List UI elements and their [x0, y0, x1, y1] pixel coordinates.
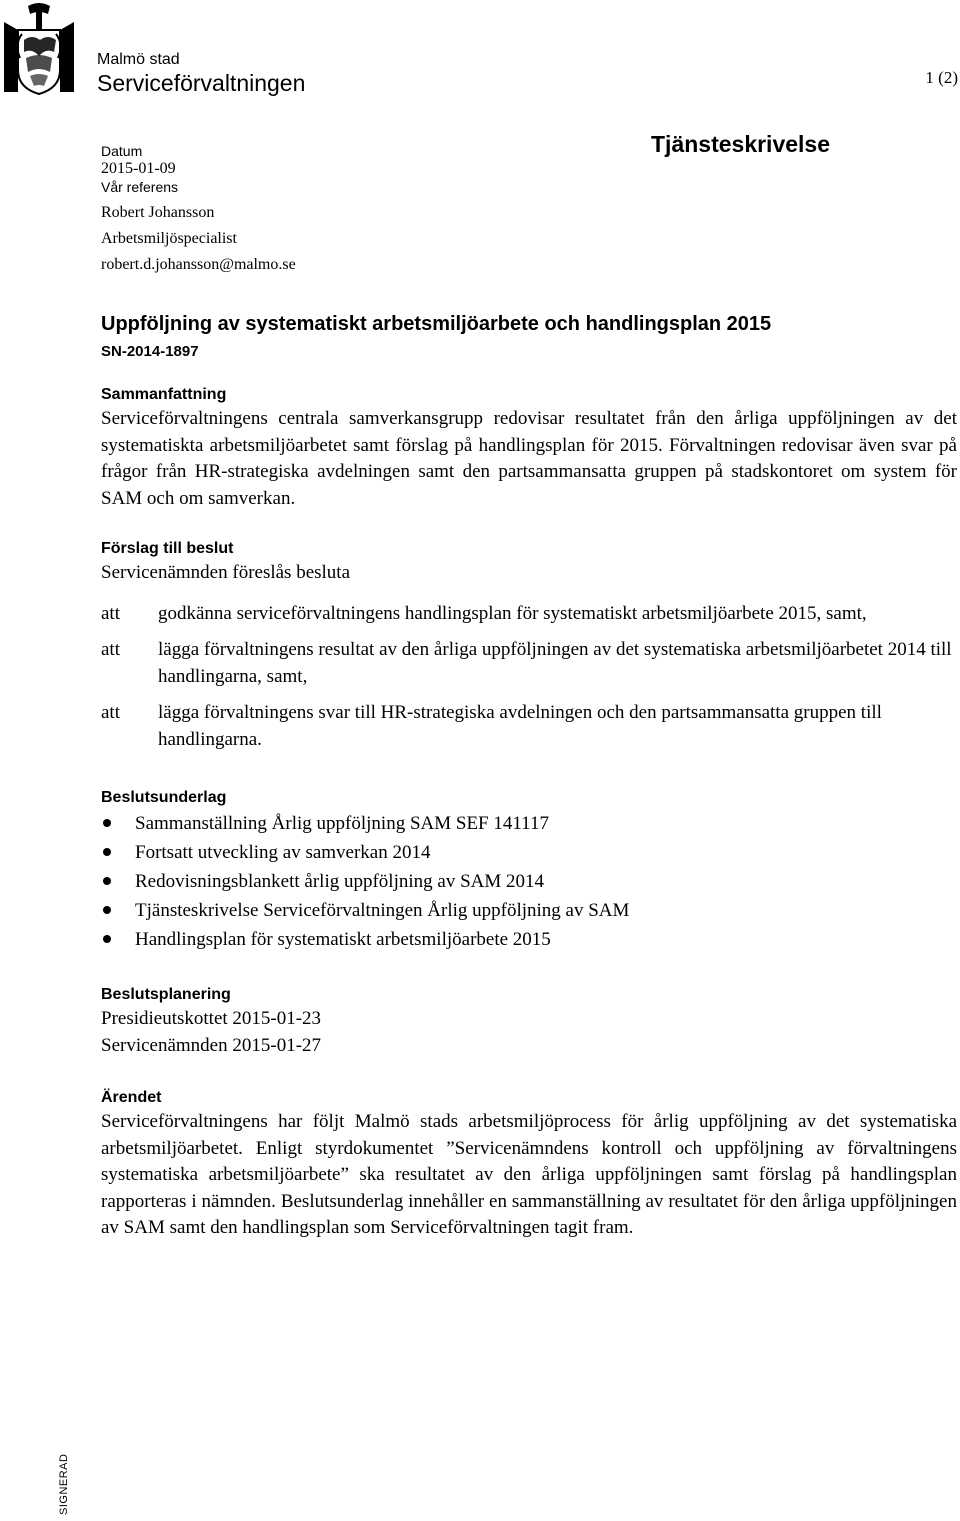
list-item-text: Handlingsplan för systematiskt arbetsmiljöarbete 2015 — [135, 929, 551, 950]
proposal-intro: Servicenämnden föreslås besluta — [101, 562, 351, 583]
matter-text: Serviceförvaltningens har följt Malmö stads arbetsmiljöprocess för årlig uppföljning av det systematiska arbetsmiljöarbetet. Enligt styrdokumentet ”Servicenämndens kontroll och uppföljning av förvaltningens systematiska arbetsmiljöarbete” ska resultatet av den årliga uppföljningen samt förslag på handlingsplan rapporteras i nämnden. Beslutsunderlag innehåller en sammanställning av resultatet för den årliga uppföljningen av SAM samt den handlingsplan som Serviceförvaltningen tagit fram. — [101, 1111, 957, 1238]
case-number: SN-2014-1897 — [101, 343, 199, 360]
planning-heading: Beslutsplanering — [101, 986, 231, 1003]
proposal-item — [101, 601, 957, 628]
page-title: Uppföljning av systematiskt arbetsmiljöarbete och handlingsplan 2015 — [101, 313, 772, 335]
page-number: 1 (2) — [925, 68, 958, 87]
bullet-icon — [103, 935, 111, 943]
document-type: Tjänsteskrivelse — [651, 131, 831, 157]
planning-line: Presidieutskottet 2015-01-23 — [101, 1008, 322, 1029]
planning-line: Servicenämnden 2015-01-27 — [101, 1034, 322, 1056]
proposal-heading: Förslag till beslut — [101, 540, 234, 557]
signed-stamp: SIGNERAD — [58, 1453, 70, 1515]
basis-heading: Beslutsunderlag — [101, 789, 227, 806]
bullet-icon — [103, 848, 111, 856]
list-item — [101, 896, 957, 925]
department-name: Serviceförvaltningen — [97, 70, 306, 96]
proposal-item-key: att — [101, 602, 120, 624]
list-item — [101, 867, 957, 896]
bullet-icon — [103, 877, 111, 885]
proposal-item-text: lägga förvaltningens resultat av den årliga uppföljningen av det systematiska arbetsmiljöarbetet 2014 till handlingarna, samt, — [158, 639, 952, 687]
list-item-text: Tjänsteskrivelse Serviceförvaltningen Årlig uppföljning av SAM — [135, 900, 630, 921]
bullet-icon — [103, 906, 111, 914]
list-item-text: Redovisningsblankett årlig uppföljning av SAM 2014 — [135, 871, 545, 892]
proposal-item — [101, 700, 957, 753]
document-body — [101, 311, 957, 1242]
summary-text: Serviceförvaltningens centrala samverkansgrupp redovisar resultatet från den årliga uppföljningen av det systematiskta arbetsmiljöarbetet samt förslag på handlingsplan för 2015. Förvaltningen redovisar även svar på frågor från HR-strategiska avdelningen samt den partsammansatta gruppen på stadskontoret om system för SAM och om samverkan. — [101, 408, 957, 509]
matter-heading: Ärendet — [101, 1089, 162, 1106]
proposal-item-text: godkänna serviceförvaltningens handlingsplan för systematiskt arbetsmiljöarbete 2015, samt, — [158, 602, 867, 624]
list-item — [101, 809, 957, 838]
document-meta — [101, 139, 296, 277]
date-value: 2015-01-09 — [101, 160, 176, 177]
list-item-text: Fortsatt utveckling av samverkan 2014 — [135, 842, 431, 863]
list-item-text: Sammanställning Årlig uppföljning SAM SEF 141117 — [135, 813, 549, 834]
organization-name: Malmö stad — [97, 51, 180, 68]
reference-role: Arbetsmiljöspecialist — [101, 230, 237, 247]
basis-list — [101, 809, 957, 954]
list-item — [101, 838, 957, 867]
reference-name: Robert Johansson — [101, 204, 215, 221]
reference-label: Vår referens — [101, 179, 179, 195]
bullet-icon — [103, 819, 111, 827]
date-label: Datum — [101, 143, 143, 159]
summary-heading: Sammanfattning — [101, 386, 227, 403]
malmo-coat-of-arms-logo — [2, 0, 76, 96]
proposal-item-key: att — [101, 702, 120, 723]
reference-email: robert.d.johansson@malmo.se — [101, 256, 296, 273]
list-item — [101, 925, 957, 954]
proposal-item-key: att — [101, 639, 120, 660]
proposal-item-text: lägga förvaltningens svar till HR-strategiska avdelningen och den partsammansatta gruppen till handlingarna. — [158, 702, 882, 750]
proposal-item — [101, 637, 957, 690]
